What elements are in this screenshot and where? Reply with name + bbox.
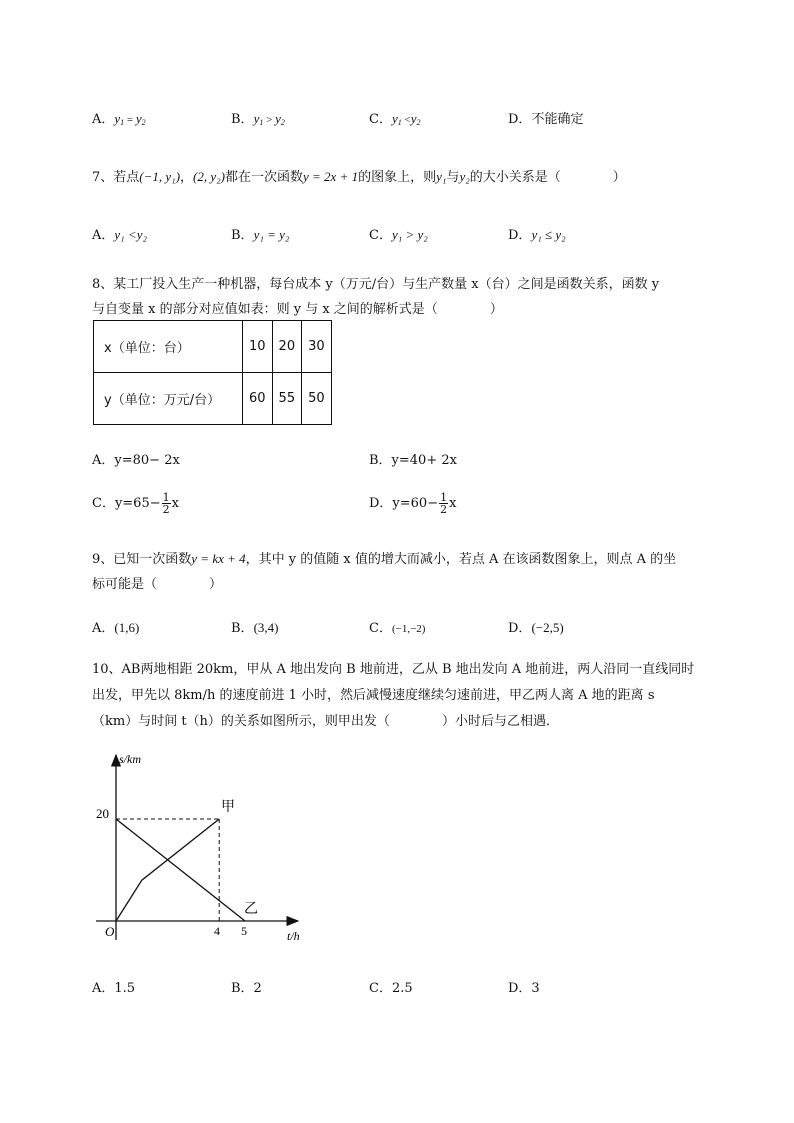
table-row-label: x（单位：台） — [94, 321, 243, 373]
series-label-jia: 甲 — [221, 800, 235, 815]
q9-option-c[interactable]: C．(−1,−2) — [369, 621, 426, 636]
fraction: $\frac{1}{2}$ — [162, 491, 170, 516]
q10-distance-time-graph — [82, 745, 312, 945]
q7-option-d[interactable]: D．y₁ ≤ y₂ — [508, 227, 566, 243]
q10-option-d[interactable]: D．3 — [508, 981, 540, 996]
q6-option-c[interactable]: C．$y_1 <y_2$ — [369, 111, 421, 127]
q10-option-b[interactable]: B．2 — [231, 981, 262, 996]
series-label-yi: 乙 — [244, 902, 258, 917]
q8-question-line1: 8、某工厂投入生产一种机器，每台成本 y（万元/台）与生产数量 x（台）之间是函数关系，函数 y — [92, 277, 660, 292]
q6-option-a[interactable]: A．$y_1 = y_2$ — [92, 111, 146, 127]
table-row-label: y（单位：万元/台） — [94, 373, 243, 425]
q9-option-d[interactable]: D．(−2,5) — [508, 620, 564, 636]
series-line-jia — [116, 819, 219, 921]
q8-question-line2: 与自变量 x 的部分对应值如表：则 y 与 x 之间的解析式是（ ） — [92, 302, 503, 317]
q8-option-b[interactable]: B．y=40+ 2x — [369, 453, 457, 468]
q7-option-c[interactable]: C．y₁ > y₂ — [369, 227, 428, 243]
x-tick-label: 5 — [241, 924, 247, 938]
table-cell: 55 — [272, 373, 302, 425]
q10-option-a[interactable]: A．1.5 — [92, 981, 136, 996]
table-cell: 60 — [243, 373, 273, 425]
q7-option-b[interactable]: B．y₁ = y₂ — [231, 227, 290, 243]
table-cell: 10 — [243, 321, 273, 373]
table-cell: 50 — [302, 373, 332, 425]
q8-option-c[interactable]: C．y=65− $\frac{1}{2}$ x — [92, 491, 179, 516]
q9-option-a[interactable]: A．(1,6) — [92, 620, 140, 636]
q10-question-line1: 10、AB两地相距 20km，甲从 A 地出发向 B 地前进，乙从 B 地出发向 A 地前进，两人沿同一直线同时 — [92, 662, 695, 677]
table-cell: 30 — [302, 321, 332, 373]
table-row — [94, 321, 332, 373]
q10-option-c[interactable]: C．2.5 — [369, 981, 413, 996]
q9-question-line1: 9、已知一次函数y = kx + 4，其中 y 的值随 x 值的增大而减小，若点 A 在该函数图象上，则点 A 的坐 — [92, 551, 677, 567]
fraction: $\frac{1}{2}$ — [440, 491, 448, 516]
series-line-yi — [116, 819, 245, 921]
y-tick-label: 20 — [96, 806, 109, 821]
q9-option-b[interactable]: B．(3,4) — [231, 620, 279, 636]
x-axis-label: t/h — [287, 929, 300, 943]
q10-question-line2: 出发，甲先以 8km/h 的速度前进 1 小时，然后减慢速度继续匀速前进，甲乙两人离 A 地的距离 s — [92, 688, 655, 703]
q6-option-b[interactable]: B．$y_1 > y_2$ — [231, 111, 285, 127]
table-cell: 20 — [272, 321, 302, 373]
q8-value-table — [93, 320, 332, 425]
q7-question: 7、若点(−1, y₁)，(2, y₂)都在一次函数y = 2x + 1的图象上，则y₁与y₂的大小关系是（ ） — [92, 169, 626, 185]
q8-option-a[interactable]: A．y=80− 2x — [92, 453, 180, 468]
origin-label: O — [105, 924, 115, 939]
q10-question-line3: （km）与时间 t（h）的关系如图所示，则甲出发（ ）小时后与乙相遇． — [92, 714, 559, 729]
q8-option-d[interactable]: D．y=60− $\frac{1}{2}$ x — [369, 491, 457, 516]
x-tick-label: 4 — [214, 924, 220, 938]
q9-question-line2: 标可能是（ ） — [92, 577, 223, 592]
q6-option-d[interactable]: D．不能确定 — [508, 112, 584, 127]
q7-option-a[interactable]: A．y₁ <y₂ — [92, 227, 147, 243]
y-axis-label: s/km — [119, 752, 141, 766]
table-row — [94, 373, 332, 425]
